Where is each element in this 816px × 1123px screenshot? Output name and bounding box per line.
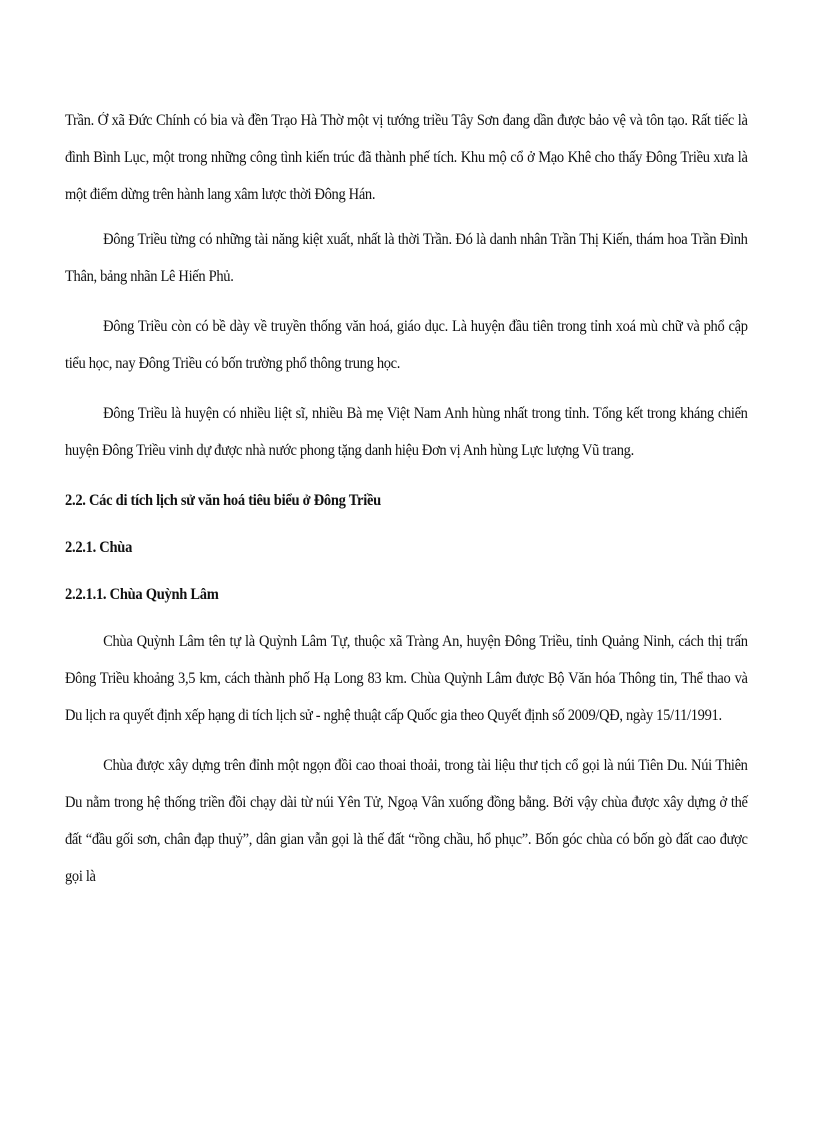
document-page	[65, 102, 748, 908]
paragraph-continuation: Trần. Ở xã Đức Chính có bia và đền Trạo Hà Thờ một vị tướng triều Tây Sơn đang dần được bảo vệ và tôn tạo. Rất tiếc là đình Bình Lục, một trong những công tình kiến trúc đã thành phế tích. Khu mộ cổ ở Mạo Khê cho thấy Đông Triều xưa là một điểm dừng trên hành lang xâm lược thời Đông Hán.	[65, 112, 748, 203]
paragraph-heroes: Đông Triều là huyện có nhiều liệt sĩ, nhiều Bà mẹ Việt Nam Anh hùng nhất trong tỉnh. Tổng kết trong kháng chiến huyện Đông Triều vinh dự được nhà nước phong tặng danh hiệu Đơn vị Anh hùng Lực lượng Vũ trang.	[65, 405, 748, 459]
paragraph-quynh-lam-location: Chùa được xây dựng trên đỉnh một ngọn đồi cao thoai thoải, trong tài liệu thư tịch cổ gọi là núi Tiên Du. Núi Thiên Du nằm trong hệ thống triền đồi chạy dài từ núi Yên Tử, Ngoạ Vân xuống đồng bằng. Bởi vậy chùa được xây dựng ở thế đất “đầu gối sơn, chân đạp thuỷ”, dân gian vẫn gọi là thế đất “rồng chầu, hổ phục”. Bốn góc chùa có bốn gò đất cao được gọi là	[65, 757, 748, 885]
paragraph-education: Đông Triều còn có bề dày về truyền thống văn hoá, giáo dục. Là huyện đầu tiên trong tỉnh xoá mù chữ và phổ cập tiểu học, nay Đông Triều có bốn trường phổ thông trung học.	[65, 318, 748, 372]
subsection-heading: 2.2.1. Chùa	[65, 539, 133, 556]
section-heading: 2.2. Các di tích lịch sử văn hoá tiêu biểu ở Đông Triều	[65, 492, 381, 509]
subsubsection-heading: 2.2.1.1. Chùa Quỳnh Lâm	[65, 586, 219, 603]
paragraph-talents: Đông Triều từng có những tài năng kiệt xuất, nhất là thời Trần. Đó là danh nhân Trần Thị Kiến, thám hoa Trần Đình Thân, bảng nhãn Lê Hiến Phủ.	[65, 231, 748, 285]
paragraph-quynh-lam-intro: Chùa Quỳnh Lâm tên tự là Quỳnh Lâm Tự, thuộc xã Tràng An, huyện Đông Triều, tỉnh Quảng Ninh, cách thị trấn Đông Triều khoảng 3,5 km, cách thành phố Hạ Long 83 km. Chùa Quỳnh Lâm được Bộ Văn hóa Thông tin, Thể thao và Du lịch ra quyết định xếp hạng di tích lịch sử - nghệ thuật cấp Quốc gia theo Quyết định số 2009/QĐ, ngày 15/11/1991.	[65, 633, 748, 724]
